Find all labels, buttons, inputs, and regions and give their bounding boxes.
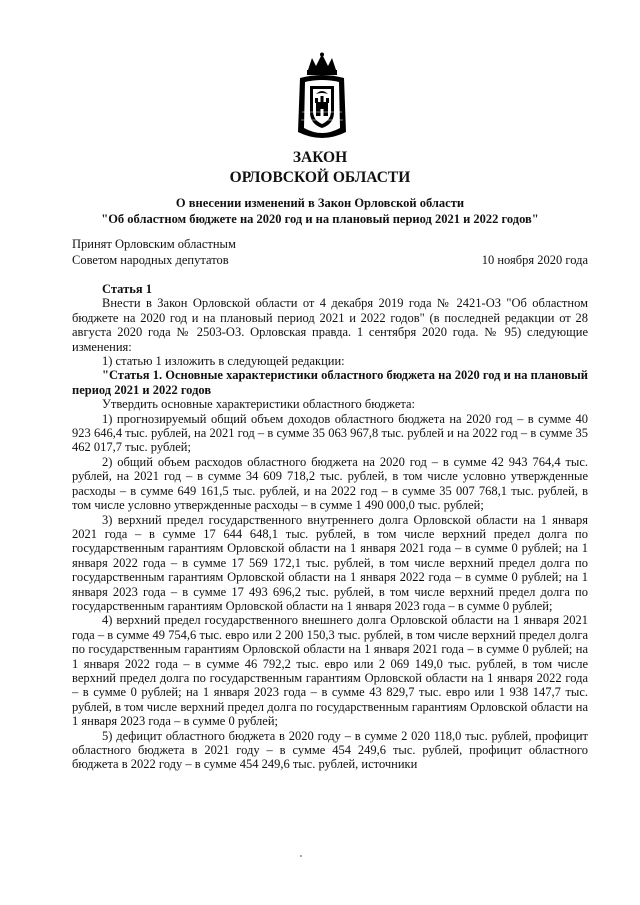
article-body [72, 282, 588, 772]
adoption-block [72, 236, 588, 268]
quoted-article-heading: "Статья 1. Основные характеристики областного бюджета на 2020 год и на плановый период 2021 и 2022 годов [72, 368, 588, 397]
paragraph-4: 4) верхний предел государственного внешнего долга Орловской области на 1 января 2021 года – в сумме 49 754,6 тыс. евро или 2 200 150,3 тыс. рублей, в том числе верхний предел долга по государственным гарантиям Орловской области на 1 января 2021 года – в сумме 0 рублей; на 1 января 2022 года – в сумме 46 792,2 тыс. евро или 2 069 149,0 тыс. рублей, в том числе верхний предел долга по государственным гарантиям Орловской области на 1 января 2022 года – в сумме 0 рублей; на 1 января 2023 года – в сумме 43 829,7 тыс. евро или 1 938 147,7 тыс. рублей, в том числе верхний предел долга по государственным гарантиям Орловской области на 1 января 2023 года – в сумме 0 рублей; [72, 613, 588, 729]
law-title-line-1: ЗАКОН [292, 149, 348, 166]
article-item-1: 1) статью 1 изложить в следующей редакции: [102, 354, 345, 369]
article-heading: Статья 1 [102, 282, 152, 296]
paragraph-5: 5) дефицит областного бюджета в 2020 году – в сумме 2 020 118,0 тыс. рублей, профицит областного бюджета в 2021 году – в сумме 454 249,6 тыс. рублей, профицит областного бюджета в 2022 году – в сумме 454 249,6 тыс. рублей, источники [72, 728, 588, 772]
law-subject-line-2: "Об областном бюджете на 2020 год и на плановый период 2021 и 2022 годов" [101, 212, 539, 226]
orel-region-coat-of-arms-icon [296, 52, 348, 144]
paragraph-2: 2) общий объем расходов областного бюджета на 2020 год – в сумме 42 943 764,4 тыс. рублей, на 2021 год – в сумме 34 609 718,2 тыс. рублей, в том числе условно утвержденные расходы – в сумме 649 161,5 тыс. рублей, и на 2022 год – в сумме 35 007 768,1 тыс. рублей, в том числе условно утвержденные расходы – в сумме 1 490 000,0 тыс. рублей; [72, 454, 588, 513]
adoption-line-2: Советом народных депутатов [72, 253, 229, 267]
article-intro: Внести в Закон Орловской области от 4 декабря 2019 года № 2421-ОЗ "Об областном бюджете на 2020 год и на плановый период 2021 и 2022 годов" (в последней редакции от 28 августа 2020 года № 2503-ОЗ. Орловская правда. 1 сентября 2020 года. № 95) следующие изменения: [72, 296, 588, 354]
adoption-date: 10 ноября 2020 года [481, 253, 588, 267]
law-subject-line-1: О внесении изменений в Закон Орловской области [175, 196, 465, 210]
paragraph-1: 1) прогнозируемый общий объем доходов областного бюджета на 2020 год – в сумме 40 923 646,4 тыс. рублей, на 2021 год – в сумме 35 063 967,8 тыс. рублей и на 2022 год – в сумме 35 462 017,7 тыс. рублей; [72, 411, 588, 455]
adoption-line-1: Принят Орловским областным [72, 237, 236, 251]
law-subject [0, 195, 640, 227]
approve-statement: Утвердить основные характеристики областного бюджета: [102, 397, 416, 412]
scan-speck [300, 855, 302, 857]
law-title-line-2: ОРЛОВСКОЙ ОБЛАСТИ [229, 169, 411, 186]
law-title [0, 148, 640, 188]
paragraph-3: 3) верхний предел государственного внутреннего долга Орловской области на 1 января 2021 года – в сумме 17 644 648,1 тыс. рублей, в том числе верхний предел долга по государственным гарантиям Орловской области на 1 января 2021 года – в сумме 0 рублей; на 1 января 2022 года – в сумме 17 569 172,1 тыс. рублей, в том числе верхний предел долга по государственным гарантиям Орловской области на 1 января 2022 года – в сумме 0 рублей; на 1 января 2023 года – в сумме 17 493 696,2 тыс. рублей, в том числе верхний предел долга по государственным гарантиям Орловской области на 1 января 2023 года – в сумме 0 рублей; [72, 512, 588, 613]
